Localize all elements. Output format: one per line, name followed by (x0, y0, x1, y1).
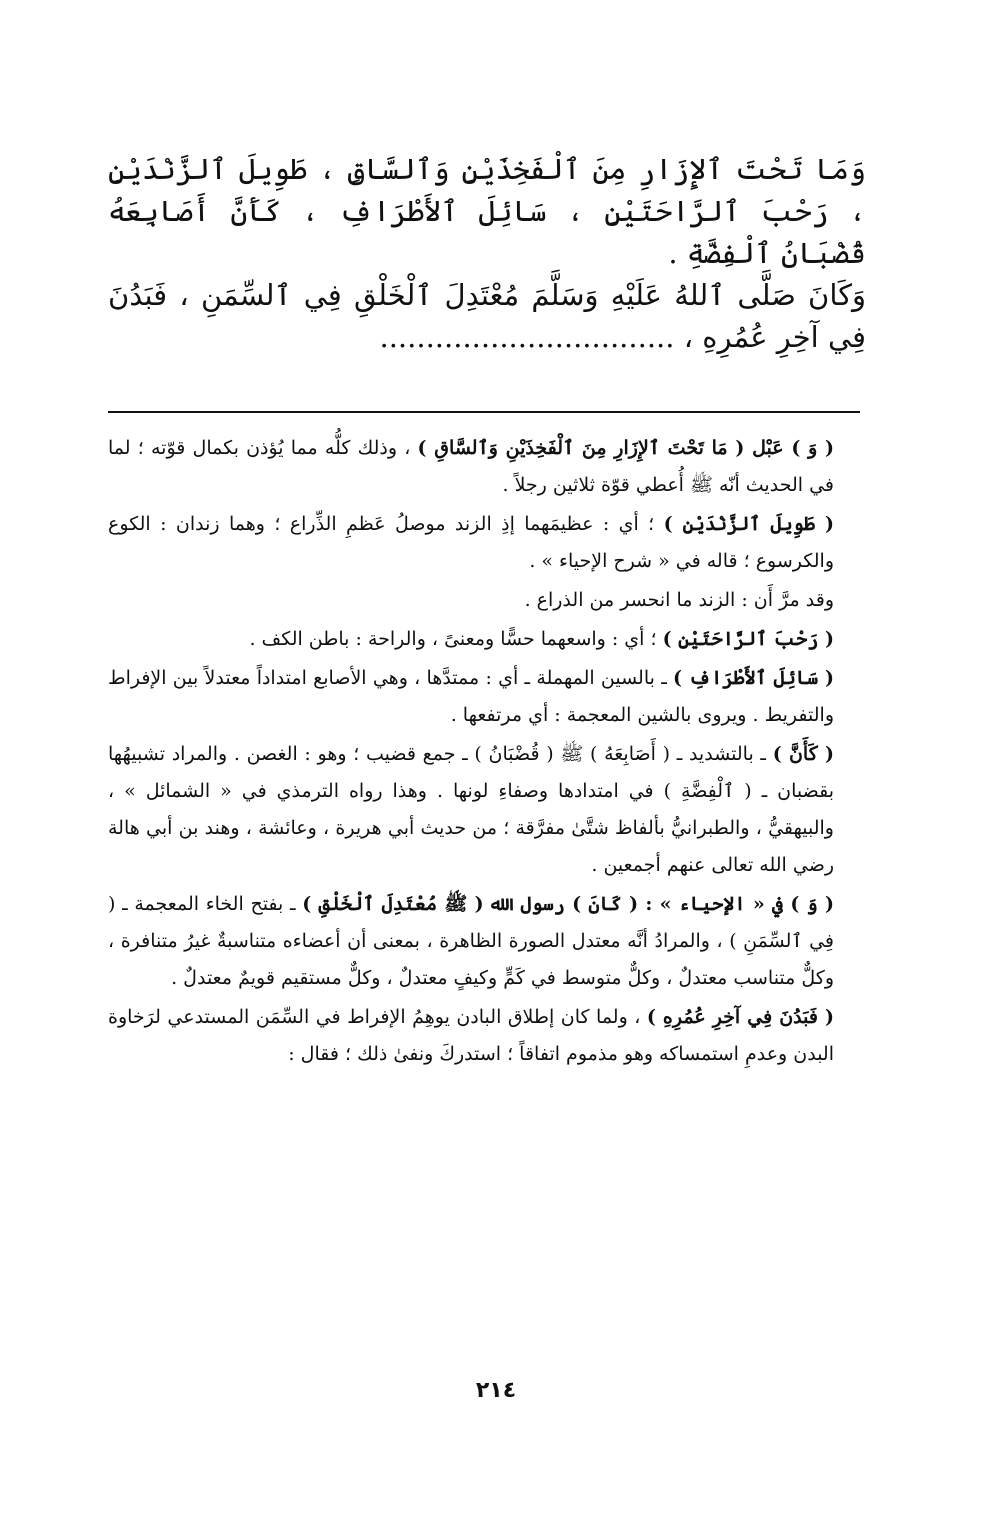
commentary-text: ؛ أي : عظيمَهما إذِ الزند موصلُ عَظمِ الذِّراع ؛ وهما زندان : الكوع والكرسوع ؛ قاله في « شرح الإحياء » . (108, 513, 834, 572)
commentary-text: ؛ أي : واسعهما حسًّا ومعنىً ، والراحة : باطن الكف . (249, 628, 663, 650)
quoted-matn: ( وَ ) عَبْل ( مَا تَحْتَ ٱلإِزَارِ مِنَ ٱلْفَخِذَيْنِ وَٱلسَّاقِ ) (417, 437, 834, 459)
commentary-paragraph (108, 506, 860, 580)
main-paragraph-2-text: وَكَانَ صَلَّى ٱللهُ عَلَيْهِ وَسَلَّمَ مُعْتَدِلَ ٱلْخَلْقِ فِي ٱلسِّمَنِ ، فَبَدُنَ فِي آخِرِ عُمُرِهِ ، (108, 278, 866, 354)
quoted-matn: ( سَائِلَ ٱلأَطْرَافِ ) (673, 667, 834, 689)
page-number: ٢١٤ (475, 1378, 517, 1403)
commentary (108, 430, 860, 1075)
quoted-matn: ( فَبَدُنَ فِي آخِرِ عُمُرِهِ ) (646, 1006, 835, 1028)
ellipsis-dots: ................................ (379, 320, 675, 354)
quoted-matn: ( وَ ) في « الإحياء » : ( كَانَ ) رسول الله ( ﷺ مُعْتَدِلَ ٱلْخَلْقِ ) (302, 893, 834, 915)
commentary-paragraph (108, 999, 860, 1073)
commentary-text: ، وذلك كلُّه مما يُؤذن بكمال قوّته ؛ لما في الحديث أنّه ﷺ أُعطي قوّة ثلاثين رجلاً . (108, 437, 834, 496)
commentary-paragraph (108, 660, 860, 734)
commentary-paragraph (108, 736, 860, 884)
main-text (108, 148, 866, 358)
commentary-paragraph (108, 582, 860, 619)
commentary-text: ـ بالسين المهملة ـ أي : ممتدَّها ، وهي الأصابع امتداداً معتدلاً بين الإفراط والتفريط . ويروى بالشين المعجمة : أي مرتفعها . (108, 667, 834, 726)
commentary-text: ، ولما كان إطلاق البادن يوهِمُ الإفراط في السِّمَن المستدعي لرَخاوة البدن وعدمِ استمساكه وهو مذموم اتفاقاً ؛ استدركَ ونفىٰ ذلك ؛ فقال : (108, 1006, 834, 1065)
commentary-paragraph (108, 886, 860, 997)
footnote-divider (108, 411, 860, 413)
commentary-paragraph (108, 430, 860, 504)
commentary-text: ـ بفتح الخاء المعجمة ـ ( فِي ٱلسِّمَنِ ) ، والمرادُ أنَّه معتدل الصورة الظاهرة ، بمعنى أن أعضاءه متناسبةٌ غيرُ متنافرة ، وكلٌّ متناسب معتدلٌ ، وكلٌّ متوسط في كَمٍّ وكيفٍ معتدلٌ ، وكلٌّ مستقيم قويمٌ معتدلٌ . (108, 893, 834, 989)
main-paragraph-1: وَمَا تَحْتَ ٱلإِزَارِ مِنَ ٱلْفَخِذَيْنِ وَٱلسَّاقِ ، طَوِيلَ ٱلزَّنْدَيْنِ ، رَحْبَ ٱلرَّاحَتَيْنِ ، سَائِلَ ٱلأَطْرَافِ ، كَأَنَّ أَصَابِعَهُ قُضْبَانُ ٱلْفِضَّةِ . (108, 152, 866, 270)
commentary-text: وقد مرَّ أَن : الزند ما انحسر من الذراع . (524, 589, 834, 611)
quoted-matn: ( كَأَنَّ ) (772, 743, 835, 765)
commentary-text: ـ بالتشديد ـ ( أَصَابِعَهُ ) ﷺ ( قُضْبَانُ ) ـ جمع قضيب ؛ وهو : الغصن . والمراد تشبيهُها بقضبان ـ ( ٱلْفِضَّةِ ) في امتدادها وصفاءِ لونها . وهذا رواه الترمذي في « الشمائل » ، والبيهقيُّ ، والطبرانيُّ بألفاظ شتَّىٰ مفرَّقة ؛ من حديث أبي هريرة ، وعائشة ، وهند بن أبي هالة رضي الله تعالى عنهم أجمعين . (108, 743, 834, 876)
commentary-paragraph (108, 621, 860, 658)
quoted-matn: ( رَحْبَ ٱلرَّاحَتَيْنِ ) (662, 628, 834, 650)
quoted-matn: ( طَوِيلَ ٱلزَّنْدَيْنِ ) (663, 513, 834, 535)
main-paragraph-2 (108, 274, 866, 358)
